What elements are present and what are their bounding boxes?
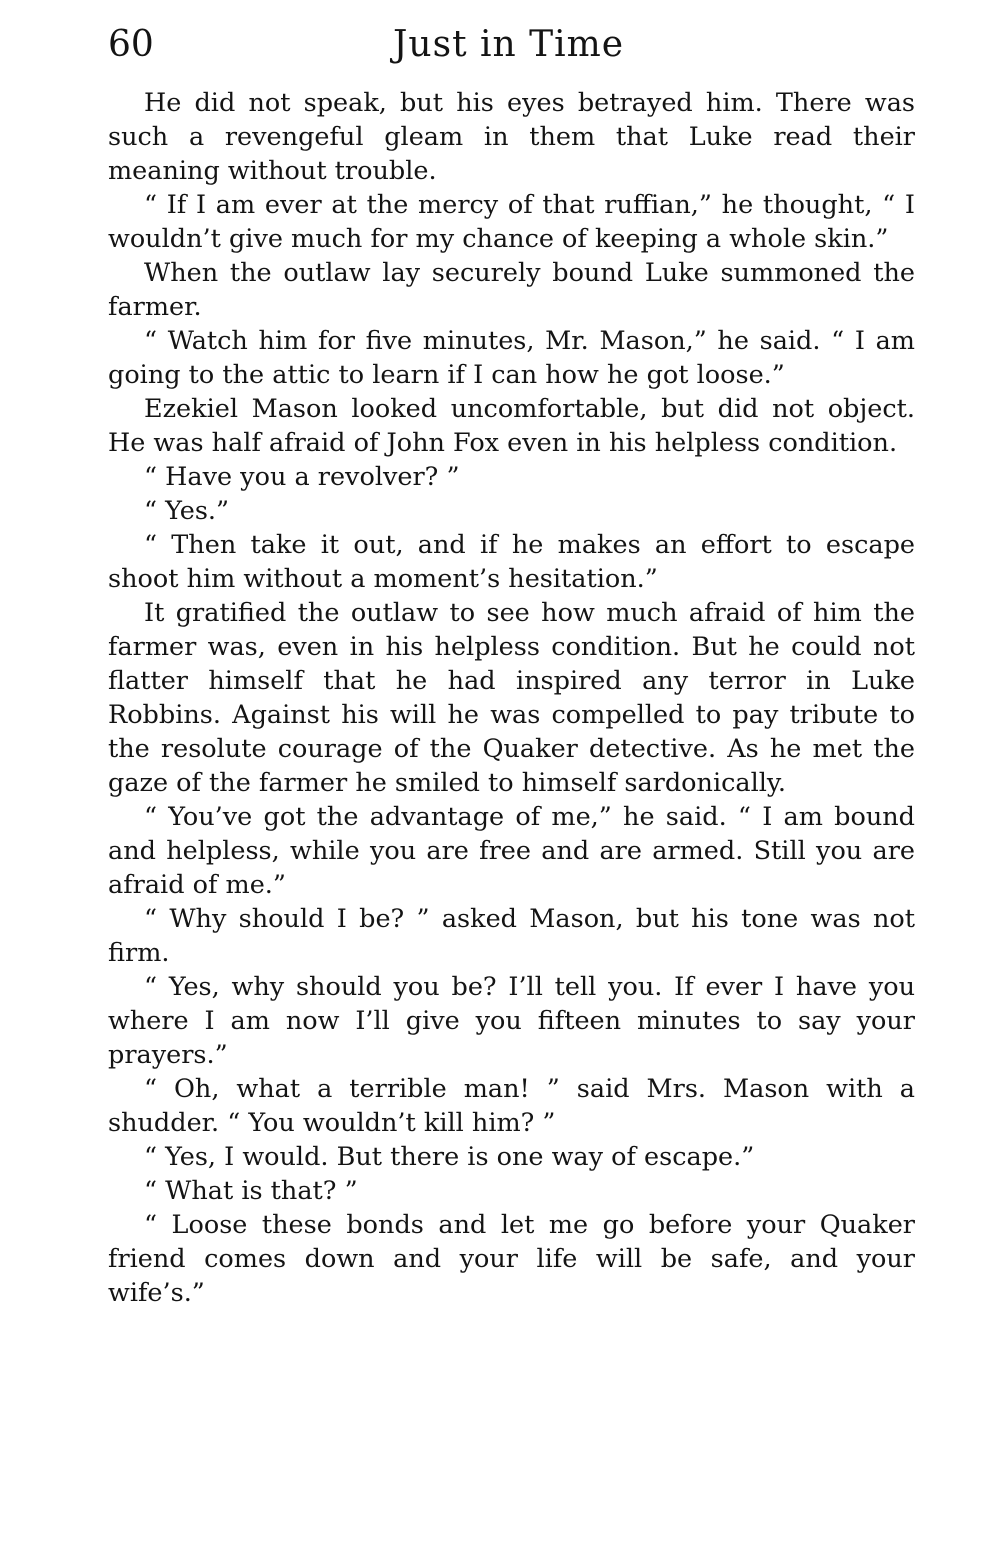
running-title: Just in Time (393, 24, 625, 65)
paragraph: “ Watch him for five minutes, Mr. Mason,” he said. “ I am going to the attic to learn if I can how he got loose.” (108, 326, 915, 390)
paragraph: “ What is that? ” (144, 1176, 358, 1206)
paragraph: He did not speak, but his eyes betrayed him. There was such a revengeful gleam in them that Luke read their meaning without trouble. (108, 88, 915, 186)
paragraph: “ Yes, why should you be? I’ll tell you. If ever I have you where I am now I’ll give you fifteen minutes to say your prayers.” (108, 972, 915, 1070)
paragraph: “ Have you a revolver? ” (144, 462, 460, 492)
page-header (108, 20, 915, 76)
paragraph: “ Yes, I would. But there is one way of escape.” (144, 1142, 755, 1172)
paragraph: “ If I am ever at the mercy of that ruffian,” he thought, “ I wouldn’t give much for my chance of keeping a whole skin.” (108, 190, 915, 254)
paragraph: “ Loose these bonds and let me go before your Quaker friend comes down and your life will be safe, and your wife’s.” (108, 1210, 915, 1308)
paragraph: “ You’ve got the advantage of me,” he said. “ I am bound and helpless, while you are free and are armed. Still you are afraid of me.” (108, 802, 915, 900)
paragraph: “ Then take it out, and if he makes an effort to escape shoot him without a moment’s hesitation.” (108, 530, 915, 594)
page-number: 60 (108, 24, 154, 65)
paragraph: When the outlaw lay securely bound Luke summoned the farmer. (108, 258, 915, 322)
body-text (108, 86, 915, 1310)
paragraph: It gratified the outlaw to see how much afraid of him the farmer was, even in his helpless condition. But he could not flatter himself that he had inspired any terror in Luke Robbins. Against his will he was compelled to pay tribute to the resolute courage of the Quaker detective. As he met the gaze of the farmer he smiled to himself sardonically. (108, 598, 915, 798)
paragraph: “ Oh, what a terrible man! ” said Mrs. Mason with a shudder. “ You wouldn’t kill him? ” (108, 1074, 915, 1138)
paragraph: “ Yes.” (144, 496, 230, 526)
paragraph: “ Why should I be? ” asked Mason, but his tone was not firm. (108, 904, 915, 968)
paragraph: Ezekiel Mason looked uncomfortable, but did not object. He was half afraid of John Fox even in his helpless condition. (108, 394, 915, 458)
